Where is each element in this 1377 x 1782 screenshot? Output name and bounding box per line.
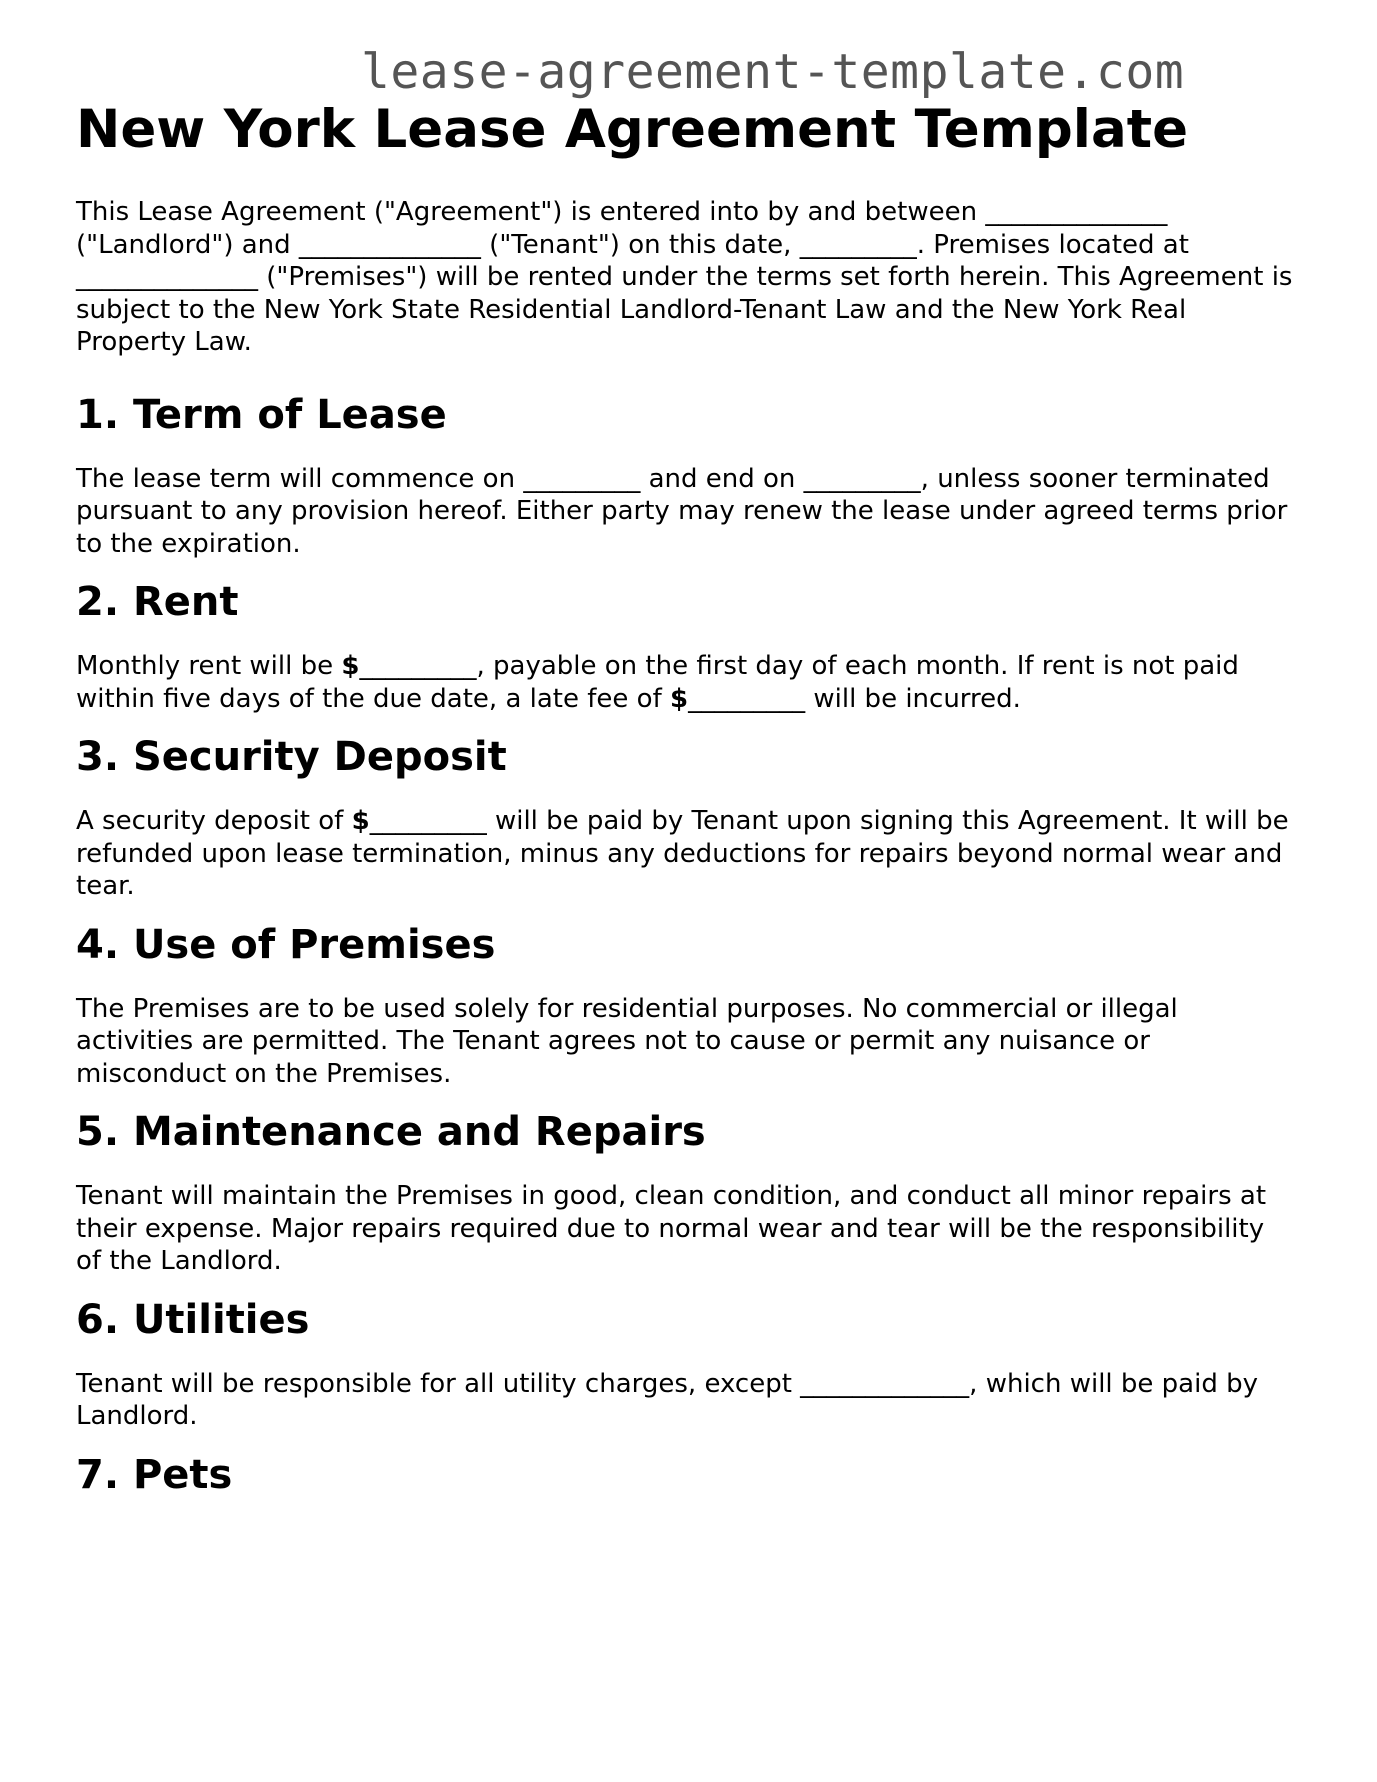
rent-text-1: Monthly rent will be <box>76 651 342 681</box>
section-heading-maintenance: 5. Maintenance and Repairs <box>76 1109 706 1155</box>
page-title: New York Lease Agreement Template <box>76 99 1189 160</box>
section-body-term-of-lease: The lease term will commence on _________ and end on _________, unless sooner terminated pursuant to any provision hereof. Either party may renew the lease under agreed terms prior to the expiration. <box>76 463 1288 559</box>
rent-text-2: _________, payable on the first day of each month. If rent is not paid within five days of the due date, a late fee of <box>76 651 1239 714</box>
section-heading-term-of-lease: 1. Term of Lease <box>76 391 447 438</box>
section-body-maintenance: Tenant will maintain the Premises in good, clean condition, and conduct all minor repairs at their expense. Major repairs required due to normal wear and tear will be the responsibility of the Landlord. <box>76 1181 1267 1276</box>
deposit-text-2: _________ will be paid by Tenant upon signing this Agreement. It will be refunded upon lease termination, minus any deductions for repairs beyond normal wear and tear. <box>76 806 1289 901</box>
watermark: lease-agreement-template.com <box>361 44 1185 100</box>
deposit-text-1: A security deposit of <box>76 806 352 836</box>
section-body-utilities: Tenant will be responsible for all utility charges, except _____________, which will be paid by Landlord. <box>76 1368 1258 1431</box>
document-body <box>76 196 1296 1523</box>
rent-dollar-sign: $ <box>341 651 360 681</box>
rent-text-3: _________ will be incurred. <box>688 683 1021 714</box>
section-heading-utilities: 6. Utilities <box>76 1296 310 1343</box>
section-heading-rent: 2. Rent <box>76 579 239 625</box>
section-body-rent <box>76 650 1296 715</box>
section-heading-pets: 7. Pets <box>76 1451 233 1498</box>
section-heading-use-of-premises: 4. Use of Premises <box>76 921 496 968</box>
section-body-security-deposit <box>76 805 1296 903</box>
section-body-use-of-premises: The Premises are to be used solely for residential purposes. No commercial or illegal activities are permitted. The Tenant agrees not to cause or permit any nuisance or misconduct on the Premises. <box>76 993 1178 1089</box>
late-fee-dollar-sign: $ <box>670 683 689 714</box>
section-heading-security-deposit: 3. Security Deposit <box>76 734 507 780</box>
deposit-dollar-sign: $ <box>351 806 370 836</box>
intro-paragraph: This Lease Agreement ("Agreement") is entered into by and between ______________ ("Landlord") and ______________ ("Tenant") on this date, _________. Premises located at ______________ ("Premises") will be rented under the terms set forth herein. This Agreement is subject to the New York State Residential Landlord-Tenant Law and the New York Real Property Law. <box>76 197 1293 357</box>
